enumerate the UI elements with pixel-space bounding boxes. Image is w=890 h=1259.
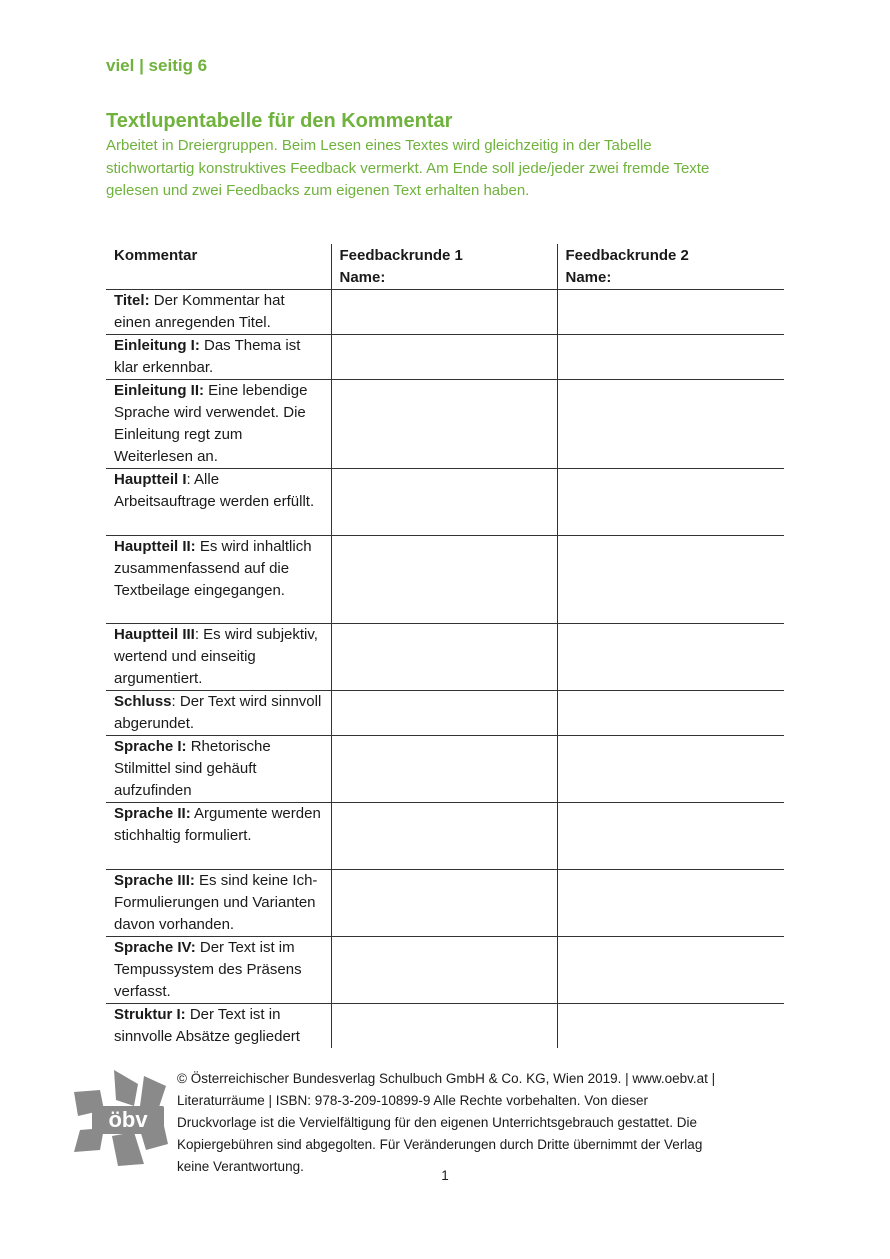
intro-line: Arbeitet in Dreiergruppen. Beim Lesen eines Textes wird gleichzeitig in der Tabelle (106, 137, 652, 154)
page-header: viel | seitig 6 (106, 56, 208, 75)
criterion-label: Sprache IV: (114, 939, 196, 956)
criterion-cell (106, 290, 331, 335)
feedback-cell-1[interactable] (331, 290, 557, 335)
criterion-label: Struktur I: (114, 1006, 186, 1023)
logo-text: öbv (108, 1107, 148, 1132)
feedback-cell-1[interactable] (331, 335, 557, 380)
table-row (106, 1004, 784, 1049)
feedback-cell-2[interactable] (557, 469, 784, 536)
intro-line: stichwortartig konstruktives Feedback vermerkt. Am Ende soll jede/jeder zwei fremde Texte (106, 159, 710, 177)
criterion-label: Einleitung I: (114, 337, 200, 354)
criterion-cell (106, 380, 331, 469)
column-header-kommentar: Kommentar (106, 244, 331, 290)
criterion-cell (106, 624, 331, 691)
feedback-cell-1[interactable] (331, 536, 557, 624)
table-row (106, 624, 784, 691)
feedback-cell-2[interactable] (557, 691, 784, 736)
feedback-cell-1[interactable] (331, 870, 557, 937)
criterion-text: Rhetorische Stilmittel sind gehäuft aufzufinden (114, 738, 271, 799)
column-header-feedbackrunde-1: Feedbackrunde 1 Name: (331, 244, 557, 290)
criterion-label: Einleitung II: (114, 382, 204, 399)
table-row (106, 335, 784, 380)
feedback-cell-1[interactable] (331, 736, 557, 803)
feedback-cell-2[interactable] (557, 1004, 784, 1049)
criterion-text: Es wird inhaltlich zusammenfassend auf die Textbeilage eingegangen. (114, 538, 312, 599)
footer-line: Kopiergebühren sind abgegolten. Für Veränderungen durch Dritte übernimmt der Verlag (177, 1137, 703, 1152)
feedback-cell-1[interactable] (331, 803, 557, 870)
table-row (106, 290, 784, 335)
table-row (106, 691, 784, 736)
feedback-cell-1[interactable] (331, 624, 557, 691)
feedback-table (106, 244, 784, 1048)
page-number: 1 (441, 1168, 449, 1183)
criterion-label: Titel: (114, 292, 150, 309)
feedback-cell-2[interactable] (557, 624, 784, 691)
feedback-cell-2[interactable] (557, 536, 784, 624)
feedback-cell-1[interactable] (331, 1004, 557, 1049)
feedback-cell-1[interactable] (331, 937, 557, 1004)
criterion-cell (106, 937, 331, 1004)
intro-text (106, 135, 806, 203)
feedback-cell-2[interactable] (557, 380, 784, 469)
criterion-cell (106, 536, 331, 624)
criterion-cell (106, 803, 331, 870)
feedback-cell-2[interactable] (557, 736, 784, 803)
criterion-cell (106, 691, 331, 736)
criterion-cell (106, 736, 331, 803)
table-header-row (106, 244, 784, 290)
criterion-label: Hauptteil I (114, 471, 187, 488)
footer-line: Druckvorlage ist die Vervielfältigung für den eigenen Unterrichtsgebrauch gestattet. Die (177, 1115, 698, 1130)
criterion-text: Eine lebendige Sprache wird verwendet. Die Einleitung regt zum Weiterlesen an. (114, 382, 308, 465)
footer-line: Literaturräume | ISBN: 978-3-209-10899-9 Alle Rechte vorbehalten. Von dieser (177, 1093, 649, 1108)
criterion-text: : Der Text wird sinnvoll abgerundet. (114, 693, 322, 732)
feedback-cell-2[interactable] (557, 290, 784, 335)
feedback-cell-1[interactable] (331, 469, 557, 536)
oebv-logo (74, 1070, 168, 1166)
criterion-label: Hauptteil II: (114, 538, 196, 555)
criterion-text: : Es wird subjektiv, wertend und einseitig argumentiert. (114, 626, 318, 687)
criterion-text: Der Text ist im Tempussystem des Präsens verfasst. (114, 939, 302, 1000)
criterion-text: Argumente werden stichhaltig formuliert. (114, 805, 321, 844)
criterion-text: Das Thema ist klar erkennbar. (114, 337, 301, 376)
page-title: Textlupentabelle für den Kommentar (106, 110, 453, 132)
criterion-text: Der Text ist in sinnvolle Absätze gegliedert (114, 1006, 300, 1045)
criterion-cell (106, 1004, 331, 1049)
criterion-text: Der Kommentar hat einen anregenden Titel. (114, 292, 285, 331)
table-row (106, 380, 784, 469)
copyright-footer (177, 1068, 787, 1178)
criterion-cell (106, 469, 331, 536)
criterion-text: Es sind keine Ich-Formulierungen und Varianten davon vorhanden. (114, 872, 318, 933)
table-row (106, 736, 784, 803)
criterion-label: Sprache III: (114, 872, 195, 889)
feedback-cell-2[interactable] (557, 335, 784, 380)
footer-line: © Österreichischer Bundesverlag Schulbuch GmbH & Co. KG, Wien 2019. | www.oebv.at | (177, 1071, 716, 1086)
table-row (106, 803, 784, 870)
footer-line: keine Verantwortung. (177, 1159, 304, 1174)
feedback-cell-2[interactable] (557, 937, 784, 1004)
criterion-label: Schluss (114, 693, 172, 710)
feedback-cell-2[interactable] (557, 870, 784, 937)
criterion-label: Sprache I: (114, 738, 187, 755)
intro-line: gelesen und zwei Feedbacks zum eigenen Text erhalten haben. (106, 182, 530, 199)
feedback-cell-2[interactable] (557, 803, 784, 870)
table-row (106, 536, 784, 624)
criterion-label: Sprache II: (114, 805, 191, 822)
table-row (106, 870, 784, 937)
criterion-cell (106, 870, 331, 937)
criterion-label: Hauptteil III (114, 626, 195, 643)
table-row (106, 937, 784, 1004)
feedback-cell-1[interactable] (331, 380, 557, 469)
criterion-cell (106, 335, 331, 380)
feedback-cell-1[interactable] (331, 691, 557, 736)
column-header-feedbackrunde-2: Feedbackrunde 2 Name: (557, 244, 784, 290)
table-row (106, 469, 784, 536)
criterion-text: : Alle Arbeitsauftrage werden erfüllt. (114, 471, 315, 510)
